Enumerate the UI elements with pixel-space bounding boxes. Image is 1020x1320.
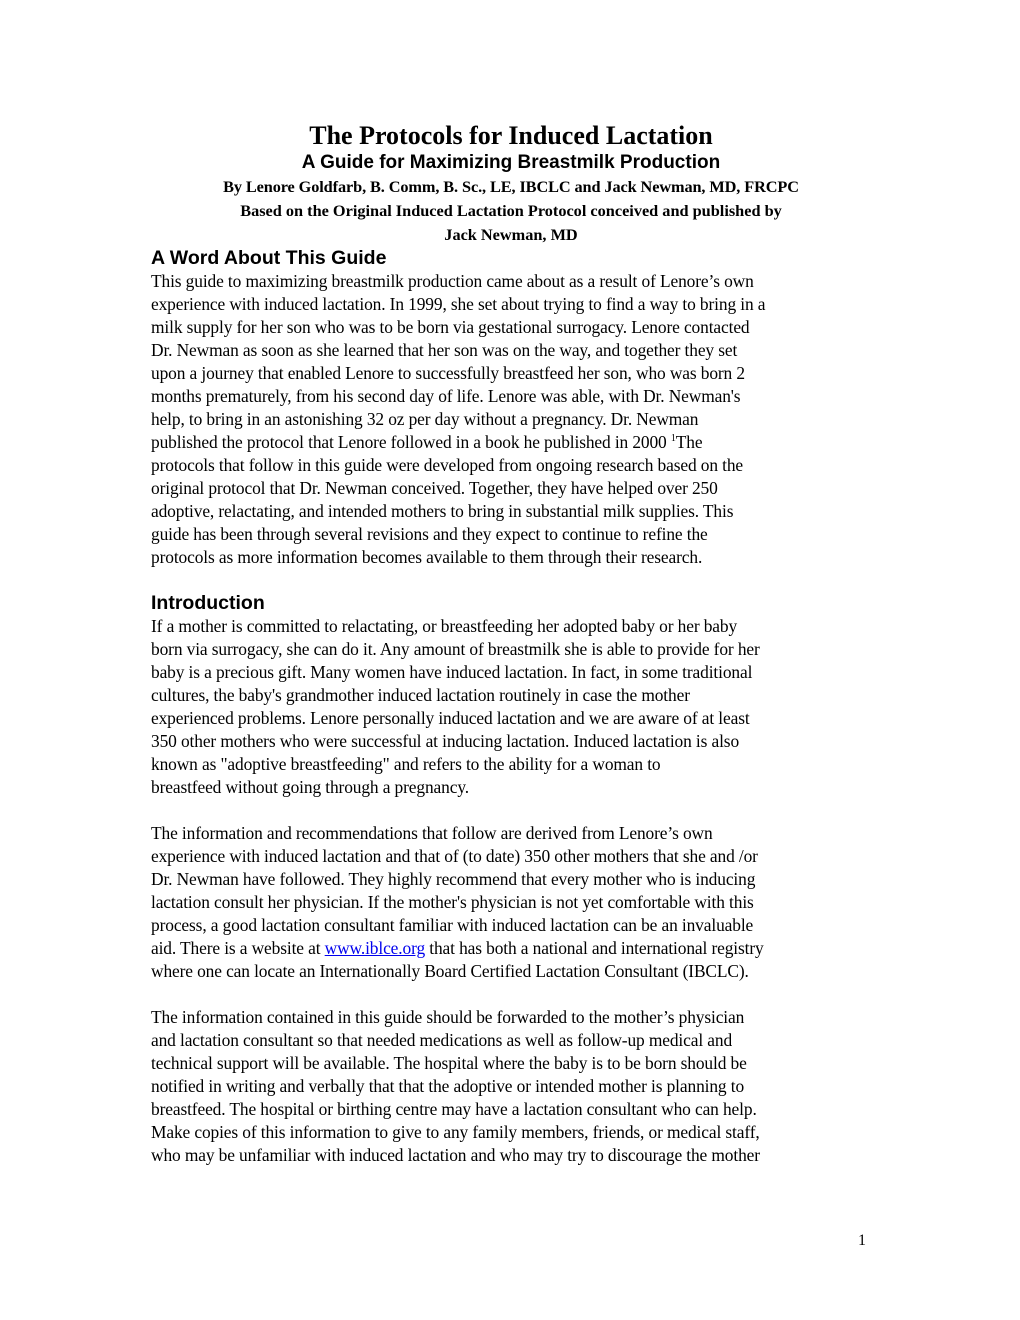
spacer xyxy=(151,799,871,822)
text-line: help, to bring in an astonishing 32 oz per day without a pregnancy. Dr. Newman xyxy=(151,409,699,429)
text-line: The information and recommendations that follow are derived from Lenore’s own xyxy=(151,823,713,843)
text-line: experienced problems. Lenore personally induced lactation and we are aware of at least xyxy=(151,708,750,728)
text-line: adoptive, relactating, and intended mothers to bring in substantial milk supplies. This xyxy=(151,501,734,521)
document-title: The Protocols for Induced Lactation xyxy=(309,121,713,150)
introduction-paragraph-2 xyxy=(151,822,871,983)
footnote-marker[interactable]: 1 xyxy=(670,433,676,444)
iblce-website-link[interactable]: www.iblce.org xyxy=(324,938,426,958)
text-fragment: aid. There is a website at xyxy=(151,938,325,958)
introduction-paragraph-1 xyxy=(151,615,871,799)
text-line: born via surrogacy, she can do it. Any amount of breastmilk she is able to provide for her xyxy=(151,639,760,659)
document-page xyxy=(151,120,871,1167)
text-line: where one can locate an Internationally Board Certified Lactation Consultant (IBCLC). xyxy=(151,961,749,981)
text-line: process, a good lactation consultant familiar with induced lactation can be an invaluable xyxy=(151,915,754,935)
section-heading-word-about: A Word About This Guide xyxy=(151,247,387,269)
text-line: upon a journey that enabled Lenore to successfully breastfeed her son, who was born 2 xyxy=(151,363,745,383)
text-line: technical support will be available. The hospital where the baby is to be born should be xyxy=(151,1053,747,1073)
text-line: milk supply for her son who was to be born via gestational surrogacy. Lenore contacted xyxy=(151,317,750,337)
text-line: Dr. Newman as soon as she learned that her son was on the way, and together they set xyxy=(151,340,738,360)
text-line: and lactation consultant so that needed medications as well as follow-up medical and xyxy=(151,1030,733,1050)
text-line: This guide to maximizing breastmilk production came about as a result of Lenore’s own xyxy=(151,271,754,291)
text-line: experience with induced lactation. In 1999, she set about trying to find a way to bring in a xyxy=(151,294,766,314)
based-on-line-1: Based on the Original Induced Lactation Protocol conceived and published by xyxy=(240,201,782,220)
text-line: Dr. Newman have followed. They highly recommend that every mother who is inducing xyxy=(151,869,756,889)
text-fragment: published the protocol that Lenore followed in a book he published in 2000 xyxy=(151,432,671,452)
text-line: protocols as more information becomes available to them through their research. xyxy=(151,547,703,567)
document-subtitle: A Guide for Maximizing Breastmilk Production xyxy=(301,152,721,173)
text-line: breastfeed without going through a pregnancy. xyxy=(151,777,469,797)
text-line: 350 other mothers who were successful at inducing lactation. Induced lactation is also xyxy=(151,731,740,751)
text-line: Make copies of this information to give to any family members, friends, or medical staff, xyxy=(151,1122,760,1142)
spacer xyxy=(151,983,871,1006)
word-about-paragraph xyxy=(151,270,871,569)
page-number: 1 xyxy=(858,1232,866,1249)
text-line: experience with induced lactation and that of (to date) 350 other mothers that she and /or xyxy=(151,846,758,866)
author-byline: By Lenore Goldfarb, B. Comm, B. Sc., LE, IBCLC and Jack Newman, MD, FRCPC xyxy=(223,177,799,196)
section-heading-introduction: Introduction xyxy=(151,592,265,614)
text-line: months prematurely, from his second day of life. Lenore was able, with Dr. Newman's xyxy=(151,386,741,406)
text-line: known as "adoptive breastfeeding" and refers to the ability for a woman to xyxy=(151,754,661,774)
text-line: guide has been through several revisions and they expect to continue to refine the xyxy=(151,524,708,544)
text-line: who may be unfamiliar with induced lactation and who may try to discourage the mother xyxy=(151,1145,760,1165)
text-line: cultures, the baby's grandmother induced lactation routinely in case the mother xyxy=(151,685,690,705)
text-fragment: that has both a national and international registry xyxy=(425,938,764,958)
introduction-paragraph-3 xyxy=(151,1006,871,1167)
text-fragment: The xyxy=(675,432,703,452)
text-line: breastfeed. The hospital or birthing centre may have a lactation consultant who can help. xyxy=(151,1099,757,1119)
text-line: The information contained in this guide should be forwarded to the mother’s physician xyxy=(151,1007,745,1027)
text-line: notified in writing and verbally that that the adoptive or intended mother is planning to xyxy=(151,1076,745,1096)
text-line: lactation consult her physician. If the mother's physician is not yet comfortable with this xyxy=(151,892,754,912)
text-line-with-link xyxy=(151,937,871,960)
based-on-line-2: Jack Newman, MD xyxy=(444,225,578,244)
text-line: baby is a precious gift. Many women have induced lactation. In fact, in some traditional xyxy=(151,662,753,682)
text-line: protocols that follow in this guide were developed from ongoing research based on the xyxy=(151,455,744,475)
text-line: original protocol that Dr. Newman conceived. Together, they have helped over 250 xyxy=(151,478,718,498)
text-line: If a mother is committed to relactating, or breastfeeding her adopted baby or her baby xyxy=(151,616,738,636)
text-line-with-footnote xyxy=(151,431,871,454)
spacer xyxy=(151,569,871,592)
